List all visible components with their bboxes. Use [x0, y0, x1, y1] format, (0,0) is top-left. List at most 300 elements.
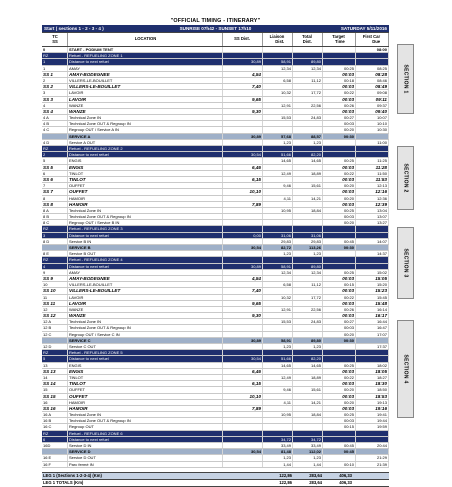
cell-target: 00:03	[323, 325, 356, 330]
cell-tc	[42, 245, 68, 250]
cell-total: 1,23	[293, 344, 323, 349]
cell-tc: 14	[42, 375, 68, 380]
section-tab-4[interactable]	[397, 320, 414, 418]
cell-liaison: 10,32	[263, 295, 293, 300]
cell-total	[293, 325, 323, 330]
cell-first-car: 19:44	[356, 418, 389, 423]
cell-first-car: 08:46	[356, 78, 389, 83]
totals-row	[42, 472, 389, 479]
cell-total	[293, 418, 323, 423]
cell-location: TINLOT	[68, 177, 223, 182]
cell-location: TINLOT	[68, 381, 223, 386]
cell-first-car: 10:30	[356, 127, 389, 132]
section-tab-3[interactable]	[397, 227, 414, 299]
cell-total: 82,20	[293, 356, 323, 361]
cell-liaison: 1,44	[263, 462, 293, 467]
cell-liaison: 82,72	[263, 245, 293, 250]
cell-location: Refuel - REFUELING ZONE 4	[68, 257, 223, 262]
cell-ss-dist: 9,65	[223, 301, 263, 306]
cell-tc: 8 B	[42, 214, 68, 219]
cell-first-car: 10:07	[356, 115, 389, 120]
cell-first-car: 15:05	[356, 276, 389, 281]
cell-liaison: 12,91	[263, 103, 293, 108]
cell-target	[323, 455, 356, 460]
cell-target: 00:25	[323, 412, 356, 417]
cell-liaison	[263, 257, 293, 262]
cell-location: AMAY-BODEGNEE	[68, 72, 223, 77]
cell-total: 18,84	[293, 208, 323, 213]
cell-ss-dist	[223, 121, 263, 126]
cell-liaison: 51,66	[263, 152, 293, 157]
cell-tc: 4	[42, 264, 68, 269]
cell-tc: 13	[42, 363, 68, 368]
cell-first-car	[356, 338, 389, 343]
cell-liaison: 58,91	[263, 338, 293, 343]
cell-first-car	[356, 59, 389, 64]
cell-ss-dist: 30,54	[223, 245, 263, 250]
cell-first-car: 19:59	[356, 424, 389, 429]
cell-first-car: 18:27	[356, 375, 389, 380]
cell-liaison: 58,91	[263, 264, 293, 269]
cell-tc: SS 13	[42, 369, 68, 374]
cell-location: AMAY	[68, 66, 223, 71]
cell-first-car: 16:47	[356, 325, 389, 330]
cell-location: WANZE	[68, 103, 223, 108]
cell-target	[323, 226, 356, 231]
cell-target: 00:03	[323, 177, 356, 182]
cell-liaison: 33,49	[263, 443, 293, 448]
cell-location: Regroup OUT / Service C IN	[68, 332, 223, 337]
cell-location: VILLERS-LE-BOUILLET	[68, 282, 223, 287]
cell-liaison	[263, 189, 293, 194]
cell-first-car: 08:00	[356, 47, 389, 52]
cell-location: ENGIS	[68, 158, 223, 163]
cell-target: 00:25	[323, 270, 356, 275]
cell-tc: 7	[42, 183, 68, 188]
info-start: Start ( sections 1 - 2 - 3 - 4 )	[44, 26, 104, 31]
cell-first-car: 20:44	[356, 443, 389, 448]
cell-ss-dist	[223, 146, 263, 151]
cell-total: 22,56	[293, 103, 323, 108]
cell-tc: 16	[42, 400, 68, 405]
cell-tc: RZ	[42, 257, 68, 262]
cell-target	[323, 264, 356, 269]
cell-liaison	[263, 177, 293, 182]
cell-target	[323, 251, 356, 256]
cell-location: Service B OUT	[68, 251, 223, 256]
cell-first-car: 14:37	[356, 251, 389, 256]
cell-ss-dist	[223, 78, 263, 83]
cell-target: 00:30	[323, 338, 356, 343]
itinerary-sheet	[42, 17, 389, 487]
cell-location: Service D IN	[68, 443, 223, 448]
cell-target	[323, 344, 356, 349]
cell-ss-dist	[223, 226, 263, 231]
cell-first-car: 16:14	[356, 307, 389, 312]
cell-ss-dist: 6,46	[223, 369, 263, 374]
cell-tc: 8 A	[42, 208, 68, 213]
header-liaison: Liaison Dist.	[263, 33, 293, 46]
cell-target: 00:15	[323, 424, 356, 429]
cell-location: Distance to next refuel	[68, 356, 223, 361]
cell-ss-dist	[223, 455, 263, 460]
cell-tc: RZ	[42, 146, 68, 151]
cell-liaison: 10,95	[263, 208, 293, 213]
cell-total	[293, 369, 323, 374]
cell-target: 00:20	[323, 127, 356, 132]
cell-first-car: 08:28	[356, 72, 389, 77]
cell-first-car: 15:48	[356, 301, 389, 306]
cell-tc: SS 6	[42, 177, 68, 182]
cell-tc: 4	[42, 103, 68, 108]
cell-location: ENGIS	[68, 369, 223, 374]
cell-total: 15,61	[293, 183, 323, 188]
cell-tc: SS 12	[42, 313, 68, 318]
cell-first-car: 10:10	[356, 121, 389, 126]
cell-location: HAMOIR	[68, 400, 223, 405]
cell-target: 00:22	[323, 295, 356, 300]
cell-tc: 16 C	[42, 424, 68, 429]
cell-location: Regroup OUT / Service B IN	[68, 220, 223, 225]
header-ss-dist: SS Dist.	[223, 33, 263, 46]
section-label: SECTION 3	[402, 248, 409, 278]
totals-row	[42, 479, 389, 487]
cell-first-car: 18:53	[356, 394, 389, 399]
cell-first-car	[356, 356, 389, 361]
cell-target: 00:27	[323, 115, 356, 120]
cell-total	[293, 109, 323, 114]
section-tab-1[interactable]	[397, 44, 414, 114]
cell-first-car: 17:07	[356, 332, 389, 337]
cell-first-car: 09:08	[356, 90, 389, 95]
cell-liaison	[263, 146, 293, 151]
totals-total: 406,33	[339, 472, 352, 478]
cell-total: 15,61	[293, 387, 323, 392]
cell-first-car	[356, 257, 389, 262]
cell-ss-dist	[223, 90, 263, 95]
cell-tc	[42, 338, 68, 343]
cell-tc: 16 A	[42, 412, 68, 417]
cell-target: 00:03	[323, 276, 356, 281]
cell-location: Service A OUT	[68, 140, 223, 145]
cell-tc: RZ	[42, 431, 68, 436]
cell-location: HAMOIR	[68, 196, 223, 201]
cell-target: 00:26	[323, 103, 356, 108]
itinerary-rows	[42, 47, 389, 468]
cell-tc: 16 E	[42, 455, 68, 460]
cell-liaison	[263, 220, 293, 225]
cell-ss-dist: 30,89	[223, 264, 263, 269]
cell-tc: 3	[42, 233, 68, 238]
cell-target: 00:03	[323, 121, 356, 126]
cell-location: LAVOIR	[68, 97, 223, 102]
cell-tc	[42, 134, 68, 139]
cell-liaison: 14,65	[263, 363, 293, 368]
cell-target	[323, 356, 356, 361]
cell-total: 1,23	[293, 140, 323, 145]
cell-liaison: 12,91	[263, 307, 293, 312]
cell-ss-dist	[223, 363, 263, 368]
cell-tc: SS 4	[42, 109, 68, 114]
cell-ss-dist: 10,10	[223, 394, 263, 399]
cell-tc: SS 11	[42, 301, 68, 306]
cell-location: Refuel - REFUELING ZONE 5	[68, 350, 223, 355]
cell-total	[293, 406, 323, 411]
cell-ss-dist	[223, 282, 263, 287]
cell-liaison	[263, 418, 293, 423]
cell-target: 00:20	[323, 387, 356, 392]
cell-tc: SS 9	[42, 276, 68, 281]
cell-total: 24,83	[293, 319, 323, 324]
cell-ss-dist: 6,15	[223, 177, 263, 182]
cell-first-car	[356, 134, 389, 139]
cell-total	[293, 257, 323, 262]
cell-total: 34,72	[293, 437, 323, 442]
cell-first-car	[356, 53, 389, 58]
cell-tc: 5	[42, 158, 68, 163]
cell-first-car	[356, 264, 389, 269]
cell-location: AMAY	[68, 270, 223, 275]
cell-location: Service C OUT	[68, 344, 223, 349]
cell-location: WANZE	[68, 307, 223, 312]
totals-block	[42, 472, 389, 487]
cell-location: ENGIS	[68, 363, 223, 368]
cell-total	[293, 72, 323, 77]
cell-tc: RZ	[42, 53, 68, 58]
cell-ss-dist	[223, 400, 263, 405]
cell-liaison: 10,32	[263, 90, 293, 95]
cell-total: 29,83	[293, 239, 323, 244]
cell-liaison	[263, 53, 293, 58]
cell-total	[293, 177, 323, 182]
cell-target: 00:18	[323, 78, 356, 83]
cell-first-car: 08:49	[356, 84, 389, 89]
cell-first-car	[356, 431, 389, 436]
cell-ss-dist: 9,65	[223, 97, 263, 102]
cell-liaison	[263, 325, 293, 330]
cell-ss-dist	[223, 319, 263, 324]
cell-location: START - PODIUM TENT	[68, 47, 223, 52]
cell-location: TINLOT	[68, 375, 223, 380]
cell-target: 00:03	[323, 202, 356, 207]
cell-tc: 16D	[42, 443, 68, 448]
cell-total	[293, 146, 323, 151]
cell-location: Refuel - REFUELING ZONE 2	[68, 146, 223, 151]
cell-tc: SS 10	[42, 288, 68, 293]
cell-total: 14,65	[293, 363, 323, 368]
cell-ss-dist	[223, 412, 263, 417]
info-bar	[42, 25, 389, 32]
cell-target: 00:45	[323, 239, 356, 244]
cell-first-car	[356, 226, 389, 231]
cell-first-car: 11:53	[356, 177, 389, 182]
cell-ss-dist	[223, 115, 263, 120]
cell-total: 113,26	[293, 245, 323, 250]
cell-ss-dist: 30,89	[223, 134, 263, 139]
cell-tc: 10	[42, 282, 68, 287]
cell-target	[323, 146, 356, 151]
cell-liaison	[263, 276, 293, 281]
cell-location: Technical Zone OUT & Regroup IN	[68, 325, 223, 330]
totals-liaison: 283,64	[309, 479, 322, 485]
cell-liaison	[263, 97, 293, 102]
cell-liaison	[263, 202, 293, 207]
cell-tc: 8 D	[42, 239, 68, 244]
cell-first-car: 11:00	[356, 140, 389, 145]
cell-total: 1,44	[293, 462, 323, 467]
cell-total: 112,02	[293, 449, 323, 454]
cell-liaison: 81,48	[263, 449, 293, 454]
cell-target: 00:03	[323, 301, 356, 306]
cell-target: 00:03	[323, 288, 356, 293]
cell-location: Technical Zone IN	[68, 319, 223, 324]
cell-total	[293, 84, 323, 89]
cell-liaison	[263, 350, 293, 355]
cell-liaison	[263, 226, 293, 231]
cell-liaison: 1,23	[263, 140, 293, 145]
cell-ss-dist	[223, 325, 263, 330]
cell-ss-dist	[223, 270, 263, 275]
cell-liaison	[263, 109, 293, 114]
cell-total	[293, 381, 323, 386]
cell-first-car	[356, 146, 389, 151]
cell-total: 1,23	[293, 251, 323, 256]
cell-first-car	[356, 350, 389, 355]
cell-location: SERVICE D	[68, 449, 223, 454]
cell-target: 00:03	[323, 97, 356, 102]
cell-location: Technical Zone IN	[68, 115, 223, 120]
cell-total: 14,21	[293, 196, 323, 201]
cell-target: 00:25	[323, 158, 356, 163]
section-tab-2[interactable]	[397, 146, 414, 210]
cell-target: 00:25	[323, 363, 356, 368]
cell-liaison	[263, 406, 293, 411]
cell-total: 31,06	[293, 233, 323, 238]
cell-ss-dist	[223, 350, 263, 355]
cell-target: 00:45	[323, 449, 356, 454]
cell-target: 00:10	[323, 462, 356, 467]
cell-target	[323, 47, 356, 52]
cell-first-car: 18:02	[356, 363, 389, 368]
cell-ss-dist: 7,40	[223, 84, 263, 89]
cell-total: 18,89	[293, 375, 323, 380]
cell-tc: 16 F	[42, 462, 68, 467]
cell-tc: 6	[42, 437, 68, 442]
cell-first-car: 11:50	[356, 171, 389, 176]
cell-liaison: 12,34	[263, 66, 293, 71]
cell-liaison	[263, 381, 293, 386]
info-sun: SUNRISE 07h42 - SUNSET 17h10	[179, 26, 252, 31]
cell-total	[293, 431, 323, 436]
cell-location: Distance to next refuel	[68, 233, 223, 238]
cell-location: OUFFET	[68, 189, 223, 194]
cell-total: 82,20	[293, 152, 323, 157]
cell-ss-dist	[223, 239, 263, 244]
totals-ss: 122,86	[279, 472, 292, 478]
cell-tc: SS 7	[42, 189, 68, 194]
cell-total	[293, 332, 323, 337]
cell-ss-dist: 6,46	[223, 165, 263, 170]
cell-total	[293, 97, 323, 102]
cell-tc: 12 D	[42, 344, 68, 349]
cell-liaison: 57,68	[263, 134, 293, 139]
cell-total: 89,80	[293, 338, 323, 343]
cell-total	[293, 276, 323, 281]
cell-ss-dist: 9,30	[223, 109, 263, 114]
header-total: Total Dist.	[293, 33, 323, 46]
cell-ss-dist	[223, 171, 263, 176]
cell-ss-dist	[223, 424, 263, 429]
cell-location: LAVOIR	[68, 295, 223, 300]
cell-ss-dist: 0,00	[223, 233, 263, 238]
cell-ss-dist: 30,89	[223, 338, 263, 343]
cell-tc: SS 16	[42, 406, 68, 411]
cell-liaison: 51,66	[263, 356, 293, 361]
cell-total	[293, 214, 323, 219]
cell-tc: RZ	[42, 350, 68, 355]
cell-location: Refuel - REFUELING ZONE 6	[68, 431, 223, 436]
cell-first-car: 21:29	[356, 455, 389, 460]
cell-liaison: 15,53	[263, 319, 293, 324]
cell-first-car: 13:04	[356, 208, 389, 213]
cell-ss-dist: 10,10	[223, 189, 263, 194]
cell-ss-dist: 4,54	[223, 72, 263, 77]
cell-liaison: 12,34	[263, 270, 293, 275]
cell-first-car: 12:36	[356, 196, 389, 201]
cell-ss-dist	[223, 295, 263, 300]
cell-tc: 5	[42, 356, 68, 361]
cell-first-car: 16:44	[356, 319, 389, 324]
cell-liaison: 29,83	[263, 239, 293, 244]
cell-location: SERVICE C	[68, 338, 223, 343]
cell-target: 00:30	[323, 134, 356, 139]
cell-total	[293, 220, 323, 225]
header-first-car: First Car Due	[356, 33, 389, 46]
cell-liaison	[263, 121, 293, 126]
cell-tc: RZ	[42, 226, 68, 231]
cell-first-car: 15:23	[356, 288, 389, 293]
cell-tc: 2	[42, 78, 68, 83]
cell-first-car: 12:16	[356, 189, 389, 194]
cell-total	[293, 313, 323, 318]
cell-target: 00:30	[323, 245, 356, 250]
cell-tc: 11	[42, 295, 68, 300]
cell-tc: 0	[42, 47, 68, 52]
cell-location: OUFFET	[68, 394, 223, 399]
cell-location: Service D OUT	[68, 455, 223, 460]
cell-first-car	[356, 245, 389, 250]
cell-ss-dist: 7,89	[223, 202, 263, 207]
cell-first-car: 15:45	[356, 295, 389, 300]
cell-target: 00:03	[323, 381, 356, 386]
cell-first-car: 13:27	[356, 220, 389, 225]
cell-ss-dist	[223, 431, 263, 436]
cell-liaison: 58,91	[263, 59, 293, 64]
cell-target	[323, 257, 356, 262]
cell-liaison: 6,58	[263, 78, 293, 83]
cell-location: Regroup OUT / Service A IN	[68, 127, 223, 132]
cell-first-car: 19:41	[356, 412, 389, 417]
cell-location: Service B IN	[68, 239, 223, 244]
cell-location: HAMOIR	[68, 406, 223, 411]
cell-location: SERVICE B	[68, 245, 223, 250]
cell-ss-dist	[223, 437, 263, 442]
cell-total	[293, 121, 323, 126]
cell-location: AMAY-BODEGNEE	[68, 276, 223, 281]
cell-target: 00:03	[323, 72, 356, 77]
totals-ss: 122,86	[279, 479, 292, 485]
cell-total: 14,65	[293, 158, 323, 163]
